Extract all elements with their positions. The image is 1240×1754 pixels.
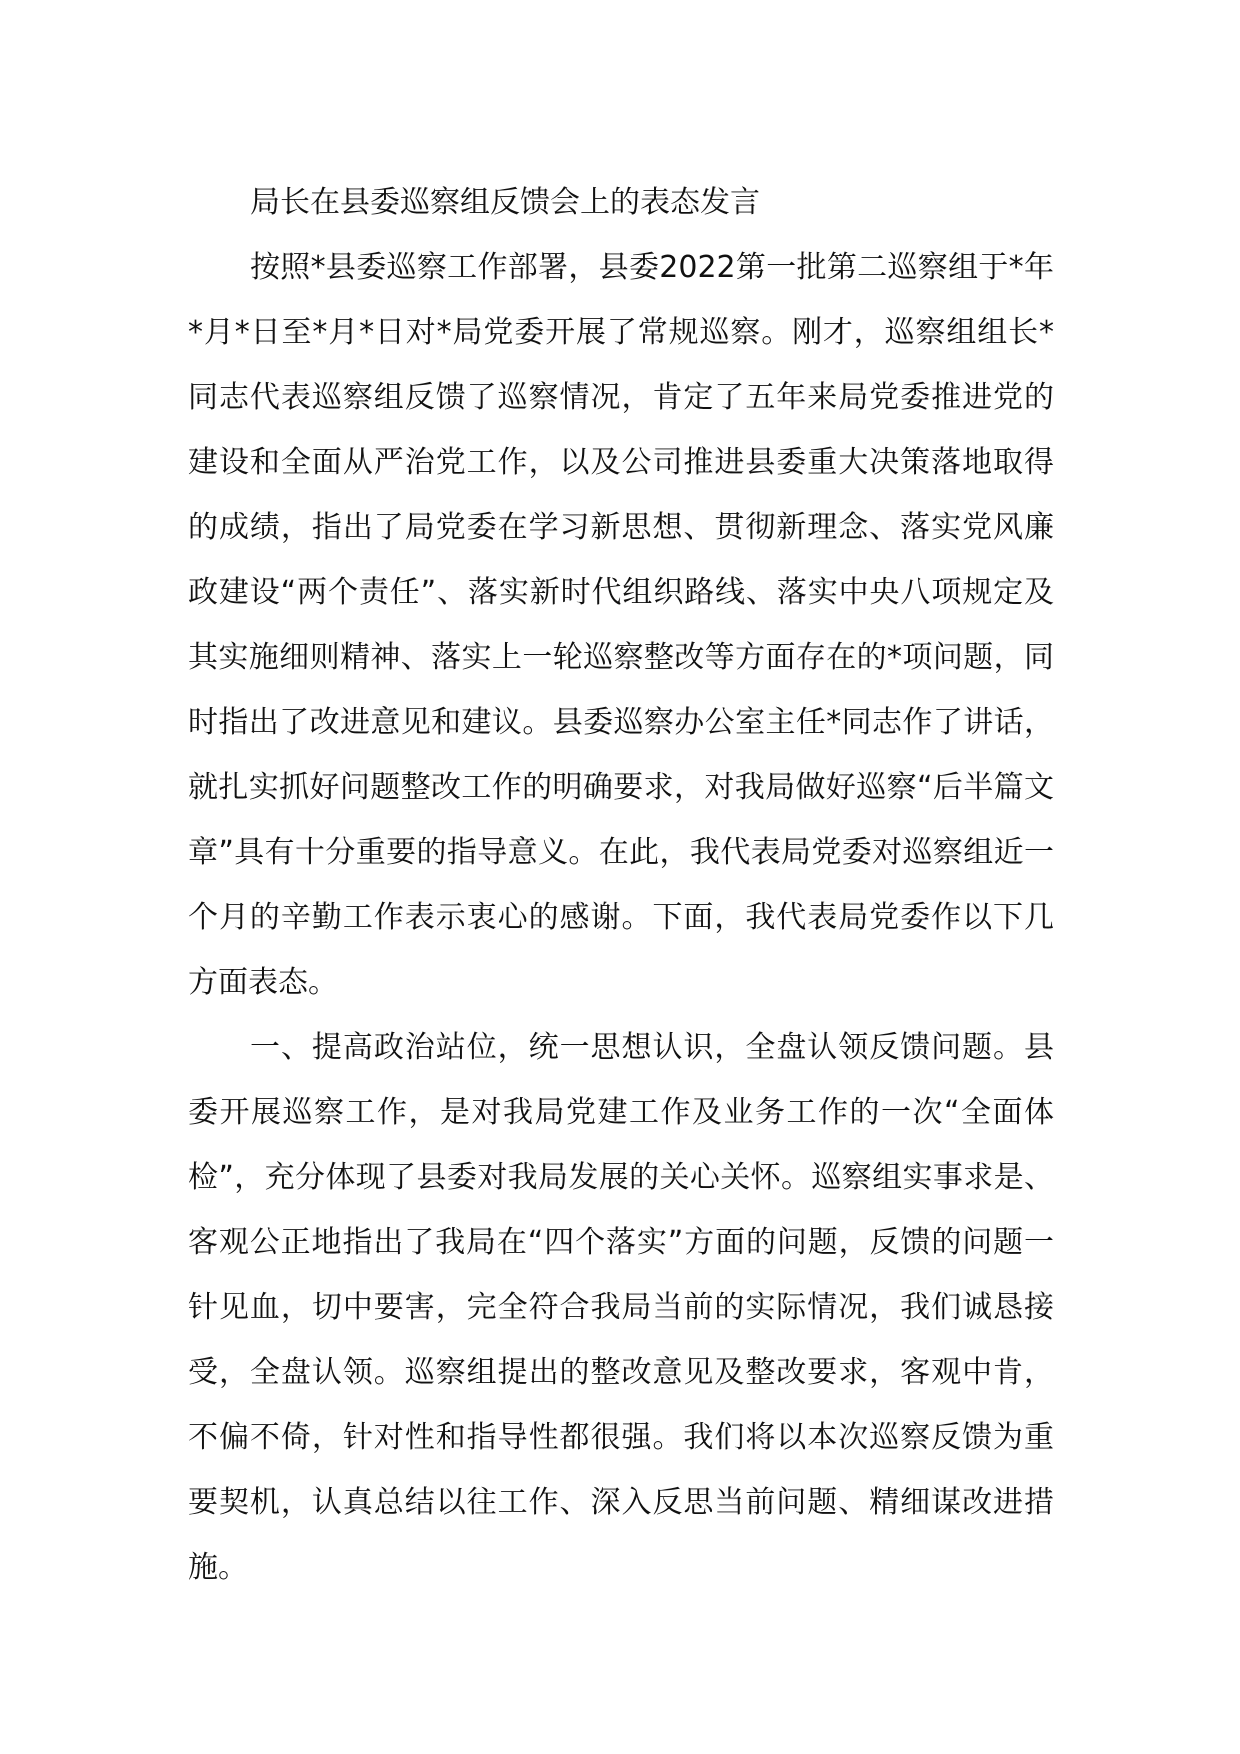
document-body xyxy=(188,170,1054,1600)
document-title: 局长在县委巡察组反馈会上的表态发言 xyxy=(250,185,760,220)
paragraph-intro: 按照*县委巡察工作部署，县委2022第一批第二巡察组于*年*月*日至*月*日对*局党委开展了常规巡察。刚才，巡察组组长*同志代表巡察组反馈了巡察情况，肯定了五年来局党委推进党的建设和全面从严治党工作，以及公司推进县委重大决策落地取得的成绩，指出了局党委在学习新思想、贯彻新理念、落实党风廉政建设“两个责任”、落实新时代组织路线、落实中央八项规定及其实施细则精神、落实上一轮巡察整改等方面存在的*项问题，同时指出了改进意见和建议。县委巡察办公室主任*同志作了讲话，就扎实抓好问题整改工作的明确要求，对我局做好巡察“后半篇文章”具有十分重要的指导意义。在此，我代表局党委对巡察组近一个月的辛勤工作表示衷心的感谢。下面，我代表局党委作以下几方面表态。 xyxy=(188,250,1054,1000)
paragraph-section-1: 一、提高政治站位，统一思想认识，全盘认领反馈问题。县委开展巡察工作，是对我局党建工作及业务工作的一次“全面体检”，充分体现了县委对我局发展的关心关怀。巡察组实事求是、客观公正地指出了我局在“四个落实”方面的问题，反馈的问题一针见血，切中要害，完全符合我局当前的实际情况，我们诚恳接受，全盘认领。巡察组提出的整改意见及整改要求，客观中肯，不偏不倚，针对性和指导性都很强。我们将以本次巡察反馈为重要契机，认真总结以往工作、深入反思当前问题、精细谋改进措施。 xyxy=(188,1030,1054,1585)
